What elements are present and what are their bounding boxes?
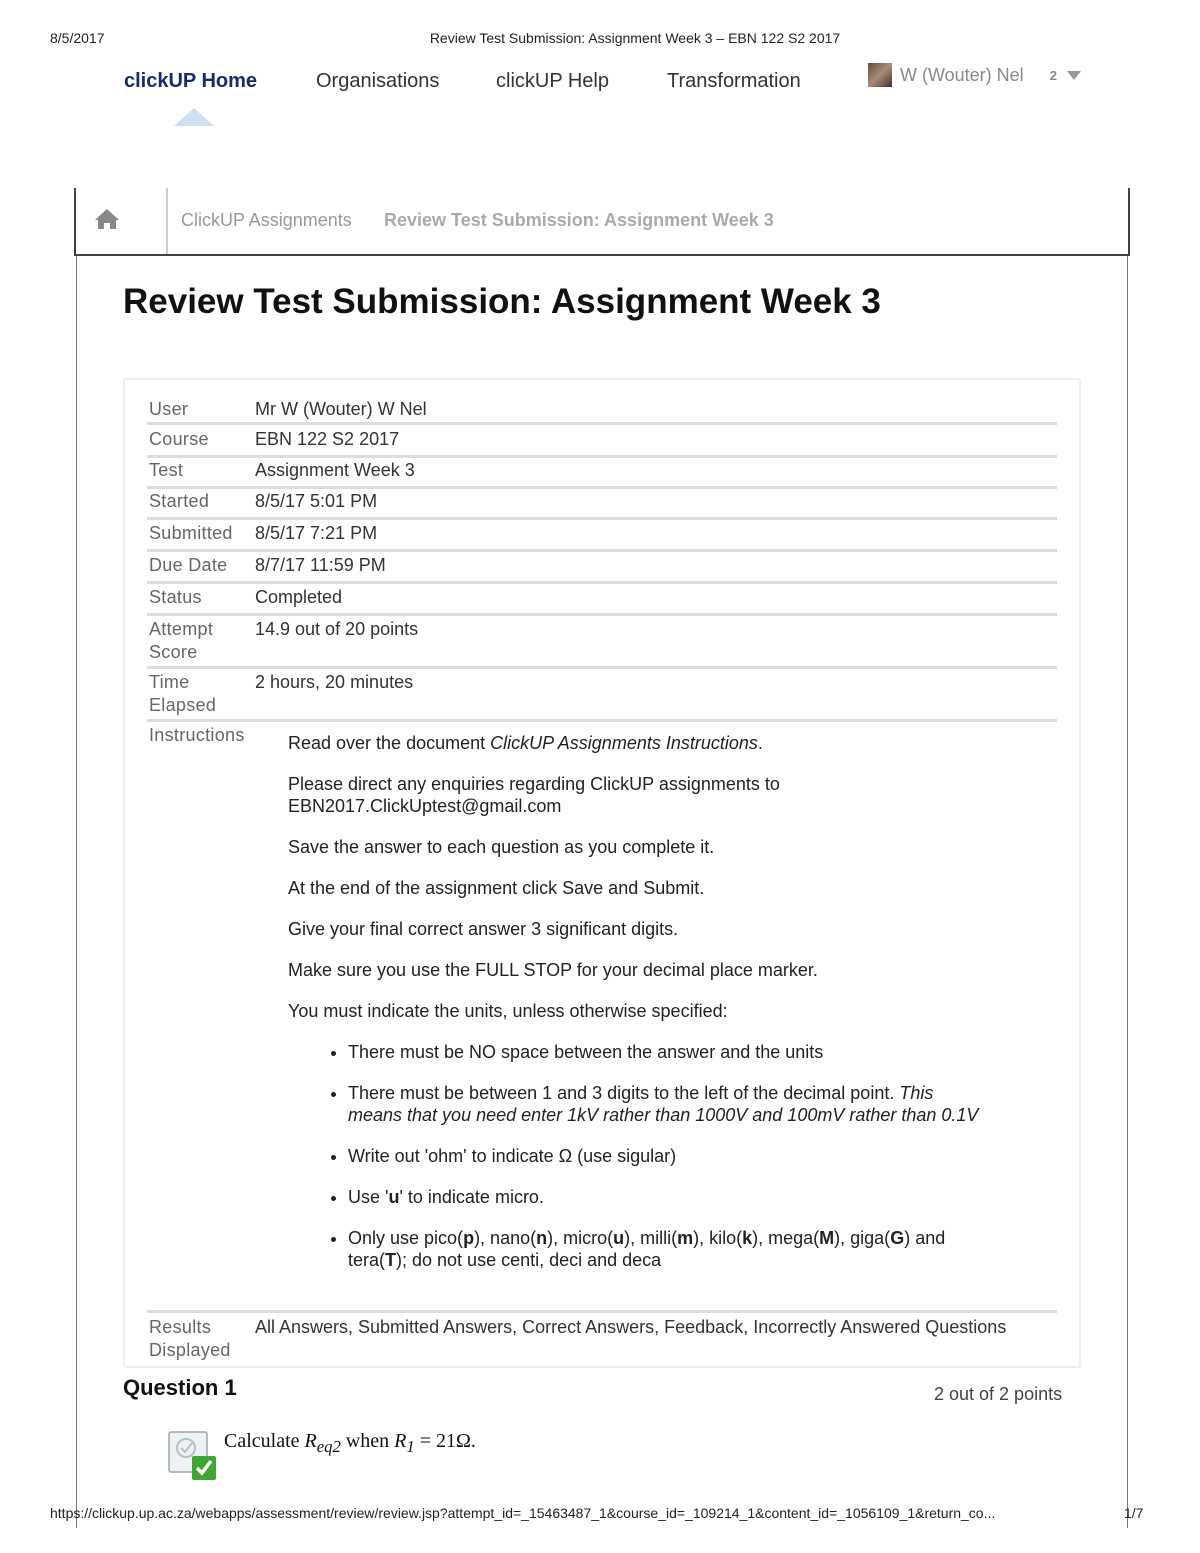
detail-label: Results Displayed: [149, 1317, 231, 1360]
page-title: Review Test Submission: Assignment Week 3: [123, 282, 881, 321]
breadcrumb-link-assignments[interactable]: ClickUP Assignments: [181, 210, 352, 230]
details-row-results-displayed: [147, 1313, 1057, 1364]
detail-label: Time Elapsed: [149, 672, 217, 715]
question-heading: Question 1: [123, 1375, 237, 1400]
details-row-course: [147, 425, 1057, 458]
notification-badge[interactable]: 2: [1049, 67, 1057, 83]
list-item: • There must be between 1 and 3 digits to the left of the decimal point. This means that you need enter 1kV rather than 1000V and 100mV rather than 0.1V: [348, 1082, 1008, 1126]
home-icon: [94, 208, 120, 230]
details-row-status: [147, 584, 1057, 616]
home-button[interactable]: [76, 188, 168, 254]
detail-value: 8/7/17 11:59 PM: [255, 555, 386, 575]
details-row-started: [147, 489, 1057, 520]
detail-label: Due Date: [149, 555, 228, 575]
units-rules-list: [288, 1041, 1008, 1271]
instructions-paragraph: Make sure you use the FULL STOP for your decimal place marker.: [288, 960, 818, 980]
detail-label: Attempt Score: [149, 619, 214, 662]
detail-value: Mr W (Wouter) W Nel: [255, 399, 427, 419]
detail-label: User: [149, 399, 189, 419]
detail-value: 14.9 out of 20 points: [255, 619, 419, 639]
detail-label: Test: [149, 460, 184, 480]
user-menu[interactable]: [868, 62, 1081, 88]
list-item: • Write out 'ohm' to indicate Ω (use sigular): [348, 1145, 1008, 1167]
instructions-paragraph: Please direct any enquiries regarding ClickUP assignments to EBN2017.ClickUptest@gmail.com: [288, 774, 780, 816]
detail-value: Completed: [255, 587, 343, 607]
details-table: [147, 398, 1057, 1364]
instructions-paragraph: Save the answer to each question as you complete it.: [288, 837, 715, 857]
chevron-down-icon[interactable]: [1067, 71, 1081, 80]
breadcrumb: [74, 188, 1130, 256]
details-row-attempt-score: [147, 616, 1057, 669]
active-tab-indicator: [174, 108, 214, 126]
tab-clickup-help[interactable]: clickUP Help: [496, 70, 609, 92]
list-item: • Use 'u' to indicate micro.: [348, 1186, 1008, 1208]
details-row-test: [147, 458, 1057, 489]
tab-transformation[interactable]: Transformation: [667, 70, 801, 92]
detail-label: Instructions: [149, 725, 245, 745]
detail-value: 2 hours, 20 minutes: [255, 672, 414, 692]
instructions-document-name: ClickUP Assignments Instructions: [490, 733, 758, 753]
instructions-paragraph: At the end of the assignment click Save and Submit.: [288, 878, 705, 898]
tab-organisations[interactable]: Organisations: [316, 70, 440, 92]
instructions-paragraph: Read over the document ClickUP Assignments Instructions.: [288, 733, 763, 753]
detail-label: Course: [149, 429, 209, 449]
detail-value: 8/5/17 5:01 PM: [255, 491, 378, 511]
details-row-time-elapsed: [147, 669, 1057, 722]
print-date: 8/5/2017: [50, 30, 105, 46]
instructions-paragraph: Give your final correct answer 3 significant digits.: [288, 919, 679, 939]
print-page-number: 1/7: [1124, 1505, 1144, 1521]
detail-label: Submitted: [149, 523, 233, 543]
instructions-body: [288, 732, 1008, 1290]
user-name: W (Wouter) Nel: [900, 64, 1024, 85]
list-item: • Only use pico(p), nano(n), micro(u), milli(m), kilo(k), mega(M), giga(G) and tera(T); do not use centi, deci and deca: [348, 1227, 1008, 1271]
detail-value: Assignment Week 3: [255, 460, 415, 480]
question-text: Calculate $R_{eq2}$ when $R_1 = 21\Omega$.: [224, 1430, 476, 1456]
detail-value: 8/5/17 7:21 PM: [255, 523, 378, 543]
print-title: Review Test Submission: Assignment Week 3 – EBN 122 S2 2017: [429, 30, 841, 46]
detail-value: EBN 122 S2 2017: [255, 429, 400, 449]
details-row-due-date: [147, 552, 1057, 584]
detail-label: Started: [149, 491, 210, 511]
submission-details-panel: [123, 378, 1081, 1368]
avatar: [868, 63, 892, 87]
question-points: 2 out of 2 points: [934, 1384, 1063, 1404]
list-item: • There must be NO space between the answer and the units: [348, 1041, 1008, 1063]
breadcrumb-current: Review Test Submission: Assignment Week 3: [384, 210, 774, 230]
instructions-paragraph: You must indicate the units, unless otherwise specified:: [288, 1001, 728, 1021]
contact-email: EBN2017.ClickUptest@gmail.com: [288, 796, 562, 816]
detail-value: All Answers, Submitted Answers, Correct Answers, Feedback, Incorrectly Answered Questions: [255, 1317, 1007, 1337]
details-row-submitted: [147, 520, 1057, 552]
print-footer-url: https://clickup.up.ac.za/webapps/assessment/review/review.jsp?attempt_id=_15463487_1&course_id=_109214_1&content_id=_1056109_1&return_co...: [50, 1505, 996, 1521]
details-row-instructions: [147, 722, 1057, 1313]
detail-label: Status: [149, 587, 202, 607]
tab-clickup-home[interactable]: clickUP Home: [124, 70, 258, 92]
correct-answer-icon: [168, 1430, 216, 1480]
details-row-user: [147, 398, 1057, 425]
